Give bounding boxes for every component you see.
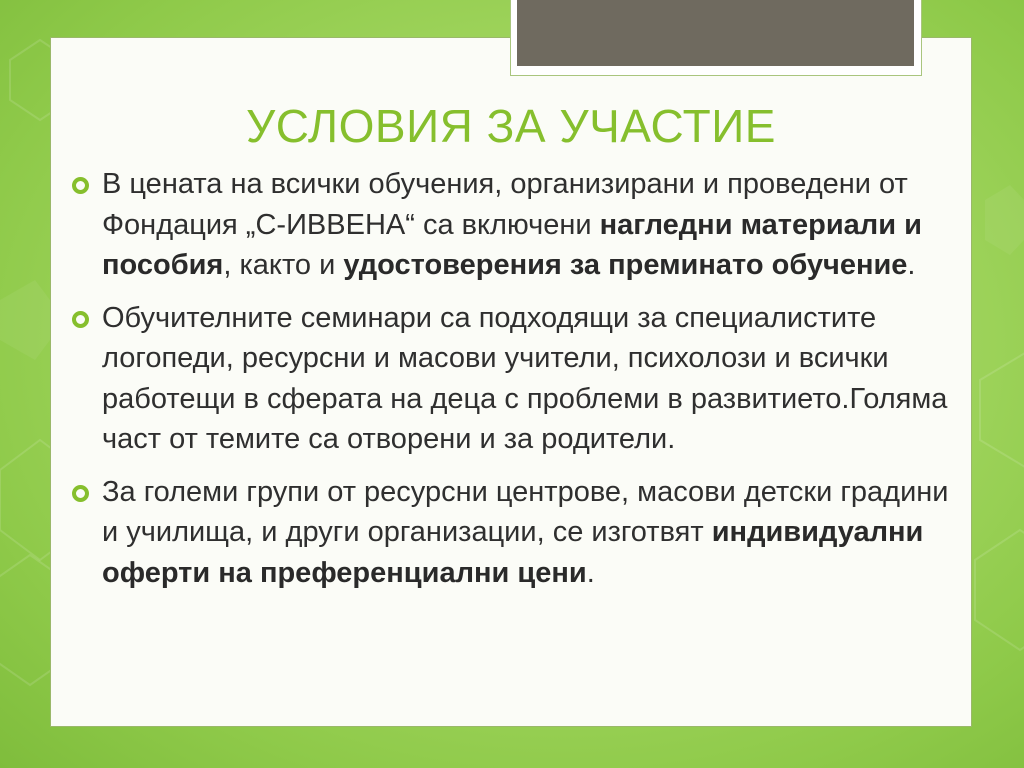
bullet-text-run: За големи групи от ресурсни центрове, масови детски градини и училища, и други организации, се изготвят [102,475,949,548]
slide-title: УСЛОВИЯ ЗА УЧАСТИЕ [246,100,776,152]
hollow-circle-bullet-icon [72,311,89,328]
bullet-item-2 [70,298,965,460]
bullet-text-run: . [586,556,595,589]
bullet-text-bold-run: удостоверения за преминато обучение [343,249,908,281]
bullet-list [70,164,965,605]
bullet-text-bold-run: индивидуални оферти на преференциални цени [102,516,924,589]
accent-block [517,0,914,66]
hollow-circle-bullet-icon [72,177,89,194]
bullet-text-run: В цената на всички обучения, организирани и проведени от Фондация „С-ИВВЕНА“ са включени [102,168,908,241]
bullet-text-run: Обучителните семинари са подходящи за специалистите логопеди, ресурсни и масови учители, психолози и всички работещи в сферата на деца с проблеми в развитието.Голяма част от темите са отворени и за родители. [102,301,948,455]
hollow-circle-bullet-icon [72,485,89,502]
bullet-text-run: , както и [223,249,344,281]
bullet-text-bold-run: нагледни материали и пособия [102,208,922,281]
bullet-item-1 [70,164,965,286]
bullet-text [102,168,922,281]
bullet-text [102,302,947,456]
bullet-item-3 [70,472,965,594]
bullet-text-run: . [907,249,916,281]
bullet-text [102,476,949,589]
